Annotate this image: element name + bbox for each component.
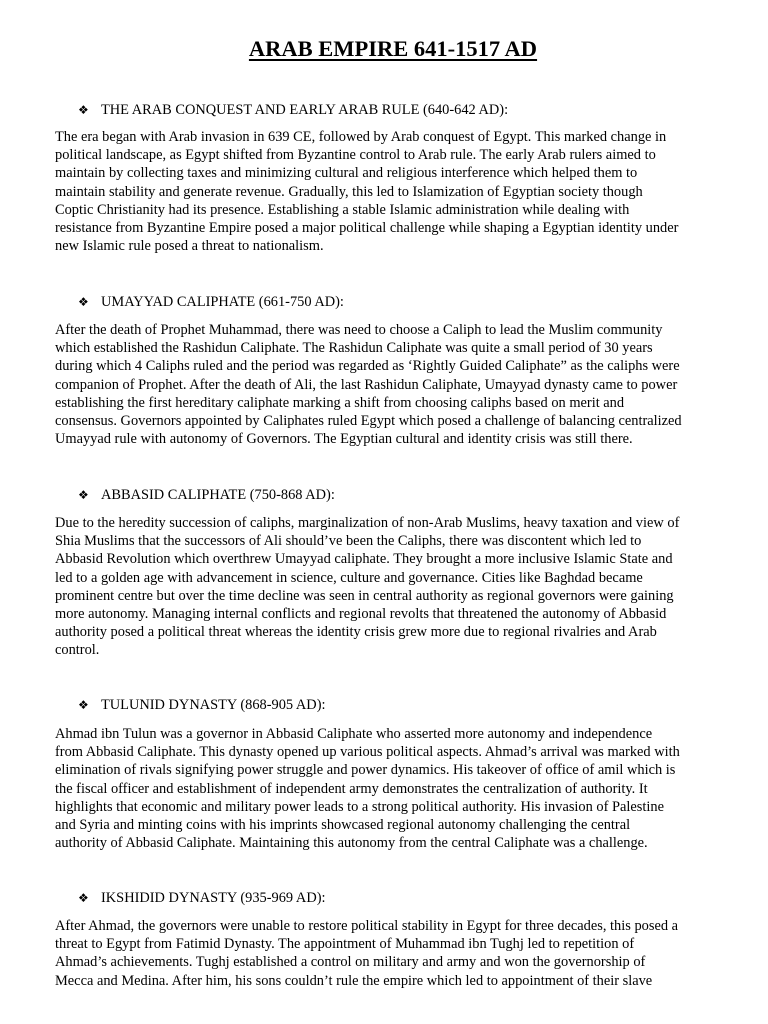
section-heading-text: THE ARAB CONQUEST AND EARLY ARAB RULE (640-642 AD): <box>101 102 509 118</box>
document-title: ARAB EMPIRE 641-1517 AD <box>248 36 538 61</box>
paragraph-line: authority of Abbasid Caliphate. Maintaining this autonomy from the central Caliphate was a challenge. <box>55 835 648 852</box>
diamond-bullet-icon: ❖ <box>78 295 89 309</box>
section-paragraph-tulunid <box>55 725 735 852</box>
paragraph-line: consensus. Governors appointed by Caliphates ruled Egypt which posed a challenge of balancing centralized <box>55 413 682 430</box>
paragraph-line: establishing the first hereditary caliphate marking a shift from choosing caliphs based on merit and <box>55 394 625 411</box>
paragraph-line: highlights that economic and military power leads to a strong political authority. His invasion of Palestine <box>55 798 664 815</box>
paragraph-line: control. <box>55 642 100 659</box>
paragraph-line: prominent centre but over the time decline was seen in central authority as regional governors were gaining <box>55 587 674 604</box>
paragraph-line: political landscape, as Egypt shifted from Byzantine control to Arab rule. The early Arab rulers aimed to <box>55 147 656 164</box>
paragraph-line: Ahmad ibn Tulun was a governor in Abbasid Caliphate who asserted more autonomy and independence <box>55 726 653 742</box>
diamond-bullet-icon: ❖ <box>78 488 89 502</box>
paragraph-line: more autonomy. Managing internal conflicts and regional revolts that threatened the autonomy of Abbasid <box>55 606 667 623</box>
paragraph-line: After Ahmad, the governors were unable to restore political stability in Egypt for three decades, this posed a <box>55 918 679 934</box>
diamond-bullet-icon: ❖ <box>78 698 89 712</box>
paragraph-line: The era began with Arab invasion in 639 CE, followed by Arab conquest of Egypt. This marked change in <box>55 129 667 145</box>
section-paragraph-abbasid <box>55 514 735 660</box>
paragraph-line: authority posed a political threat whereas the identity crisis grew more due to regional rivalries and Arab <box>55 624 657 641</box>
paragraph-line: After the death of Prophet Muhammad, there was need to choose a Caliph to lead the Muslim community <box>55 322 663 338</box>
section-paragraph-arab-conquest <box>55 128 735 255</box>
paragraph-line: new Islamic rule posed a threat to nationalism. <box>55 238 324 255</box>
paragraph-line: companion of Prophet. After the death of Ali, the last Rashidun Caliphate, Umayyad dynasty came to power <box>55 376 678 393</box>
paragraph-line: which established the Rashidun Caliphate. The Rashidun Caliphate was quite a small period of 30 years <box>55 340 653 357</box>
section-heading-arab-conquest <box>78 101 508 119</box>
paragraph-line: and Syria and minting coins with his imprints showcased regional autonomy challenging the central <box>55 817 631 834</box>
section-heading-abbasid <box>78 486 335 504</box>
paragraph-line: from Abbasid Caliphate. This dynasty opened up various political aspects. Ahmad’s arrival was marked with <box>55 744 680 761</box>
paragraph-line: Due to the heredity succession of caliphs, marginalization of non-Arab Muslims, heavy taxation and view of <box>55 515 680 531</box>
section-heading-text: ABBASID CALIPHATE (750-868 AD): <box>101 487 335 503</box>
paragraph-line: maintain stability and generate revenue. Gradually, this led to Islamization of Egyptian society though <box>55 183 643 200</box>
paragraph-line: Coptic Christianity had its presence. Establishing a stable Islamic administration while dealing with <box>55 201 630 218</box>
section-heading-ikshidid <box>78 889 326 907</box>
diamond-bullet-icon: ❖ <box>78 103 89 117</box>
section-heading-text: UMAYYAD CALIPHATE (661-750 AD): <box>101 294 344 310</box>
paragraph-line: Mecca and Medina. After him, his sons couldn’t rule the empire which led to appointment of their slave <box>55 972 653 989</box>
paragraph-line: the fiscal officer and establishment of independent army demonstrates the centralization of authority. It <box>55 780 648 797</box>
paragraph-line: Umayyad rule with autonomy of Governors. The Egyptian cultural and identity crisis was still there. <box>55 431 633 448</box>
section-paragraph-ikshidid <box>55 917 735 990</box>
section-heading-text: IKSHIDID DYNASTY (935-969 AD): <box>101 890 326 906</box>
paragraph-line: Abbasid Revolution which overthrew Umayyad caliphate. They brought a more inclusive Islamic State and <box>55 551 673 568</box>
paragraph-line: during which 4 Caliphs ruled and the period was regarded as ‘Rightly Guided Caliphate” as the caliphs were <box>55 358 680 375</box>
paragraph-line: maintain by collecting taxes and minimizing cultural and religious interference which helped them to <box>55 165 638 182</box>
paragraph-line: led to a golden age with advancement in science, culture and governance. Cities like Baghdad became <box>55 569 643 586</box>
diamond-bullet-icon: ❖ <box>78 891 89 905</box>
section-heading-text: TULUNID DYNASTY (868-905 AD): <box>101 697 326 713</box>
paragraph-line: threat to Egypt from Fatimid Dynasty. The appointment of Muhammad ibn Tughj led to repetition of <box>55 936 635 953</box>
section-heading-umayyad <box>78 293 344 311</box>
paragraph-line: Ahmad’s achievements. Tughj established a control on military and army and won the governorship of <box>55 954 646 971</box>
paragraph-line: resistance from Byzantine Empire posed a major political challenge while shaping a Egyptian identity under <box>55 220 679 237</box>
section-heading-tulunid <box>78 696 326 714</box>
paragraph-line: Shia Muslims that the successors of Ali should’ve been the Caliphs, there was discontent which led to <box>55 533 642 550</box>
paragraph-line: elimination of rivals signifying power struggle and power dynamics. His takeover of office of amil which is <box>55 762 676 779</box>
section-paragraph-umayyad <box>55 321 735 448</box>
